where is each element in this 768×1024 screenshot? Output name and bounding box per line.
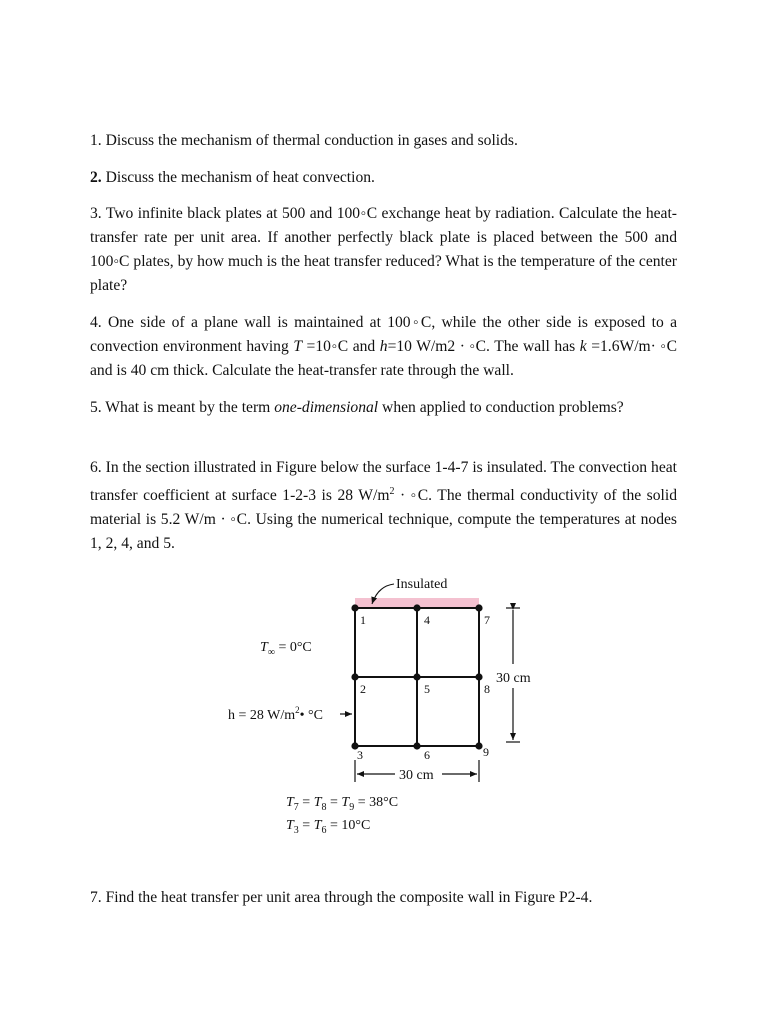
node-1: [351, 604, 358, 611]
question-7-text: 7. Find the heat transfer per unit area through the composite wall in Figure P2-4.: [90, 889, 593, 906]
question-4-k-symbol: k: [579, 338, 587, 355]
node-label-6: 6: [424, 748, 430, 762]
question-4-part4: =1.6W/m· ◦C and is 40 cm thick. Calculate the heat-transfer rate through the wall.: [90, 338, 677, 379]
question-6: [90, 456, 677, 556]
question-5-emphasis: one-dimensional: [274, 399, 379, 416]
height-dimension-label: 30 cm: [496, 671, 531, 686]
h-coefficient-unit: • °C: [299, 708, 323, 723]
node-8: [475, 673, 482, 680]
question-5-part2: when applied to conduction problems?: [378, 399, 624, 416]
question-5-part1: 5. What is meant by the term: [90, 399, 275, 416]
bc1-value: = 38°C: [354, 795, 399, 810]
question-2-text: Discuss the mechanism of heat convection.: [101, 169, 375, 186]
h-coefficient-superscript: 2: [295, 705, 300, 715]
question-4-t-symbol: T: [293, 338, 302, 355]
node-label-4: 4: [424, 613, 430, 627]
question-3-text: 3. Two infinite black plates at 500 and 100◦C exchange heat by radiation. Calculate the heat-transfer rate per unit area. If another perfectly black plate is placed between the 500 and 100◦C plates, by how much is the heat transfer reduced? What is the temperature of the center plate?: [90, 205, 677, 294]
width-dimension-label: 30 cm: [399, 768, 434, 783]
t-infinity-label: [260, 640, 312, 658]
node-6: [413, 742, 420, 749]
question-2: [90, 166, 677, 190]
question-6-part2: · ◦C. The thermal conductivity of the solid material is 5.2 W/m · ◦C. Using the numerical technique, compute the temperatures at nodes 1, 2, 4, and 5.: [90, 487, 677, 553]
bc1-sub-1: 7: [293, 802, 299, 813]
insulated-label: Insulated: [396, 577, 448, 592]
question-4-h-symbol: h: [379, 338, 388, 355]
bc2-sub-1: 3: [293, 825, 299, 836]
question-1-text: 1. Discuss the mechanism of thermal conduction in gases and solids.: [90, 132, 518, 149]
h-coefficient-label: [228, 705, 323, 723]
boundary-condition-2: $T_3 = T_6 = 10^\circ C$: [286, 818, 371, 836]
boundary-condition-1: $T_7 = T_8 = T_9 = 38^\circ C$: [286, 795, 399, 813]
node-4: [413, 604, 420, 611]
node-2: [351, 673, 358, 680]
question-6-superscript: 2: [389, 486, 395, 497]
question-7: [90, 886, 677, 910]
node-label-2: 2: [360, 682, 366, 696]
h-coefficient-text: h = 28 W/m: [228, 708, 296, 723]
question-2-number: 2.: [90, 169, 102, 186]
node-label-9: 9: [483, 745, 489, 759]
question-4: [90, 311, 677, 383]
question-6-part1: 6. In the section illustrated in Figure below the surface 1-4-7 is insulated. The convection heat transfer coefficient at surface 1-2-3 is 28 W/m: [90, 459, 677, 505]
node-label-7: 7: [484, 613, 490, 627]
question-4-part1: 4. One side of a plane wall is maintained at 100◦C, while the other side is exposed to a convection environment having: [90, 314, 677, 355]
t-infinity-value: = 0°C: [274, 640, 312, 655]
node-9: [475, 742, 482, 749]
node-label-3: 3: [357, 748, 363, 762]
question-3: [90, 202, 677, 298]
node-7: [475, 604, 482, 611]
node-label-8: 8: [484, 682, 490, 696]
nodal-grid-figure: [220, 570, 550, 840]
bc1-sub-2: 8: [321, 802, 327, 813]
node-label-1: 1: [360, 613, 366, 627]
bc1-sub-3: 9: [349, 802, 355, 813]
t-infinity-subscript: ∞: [267, 647, 275, 658]
bc2-sub-2: 6: [321, 825, 327, 836]
question-4-part2: =10◦C and: [302, 338, 380, 355]
question-4-part3: =10 W/m2 · ◦C. The wall has: [387, 338, 580, 355]
question-1: [90, 129, 677, 153]
node-label-5: 5: [424, 682, 430, 696]
question-5: [90, 396, 677, 420]
bc2-value: = 10°C: [326, 818, 371, 833]
t-infinity-symbol: T: [260, 640, 268, 655]
node-5: [413, 673, 420, 680]
